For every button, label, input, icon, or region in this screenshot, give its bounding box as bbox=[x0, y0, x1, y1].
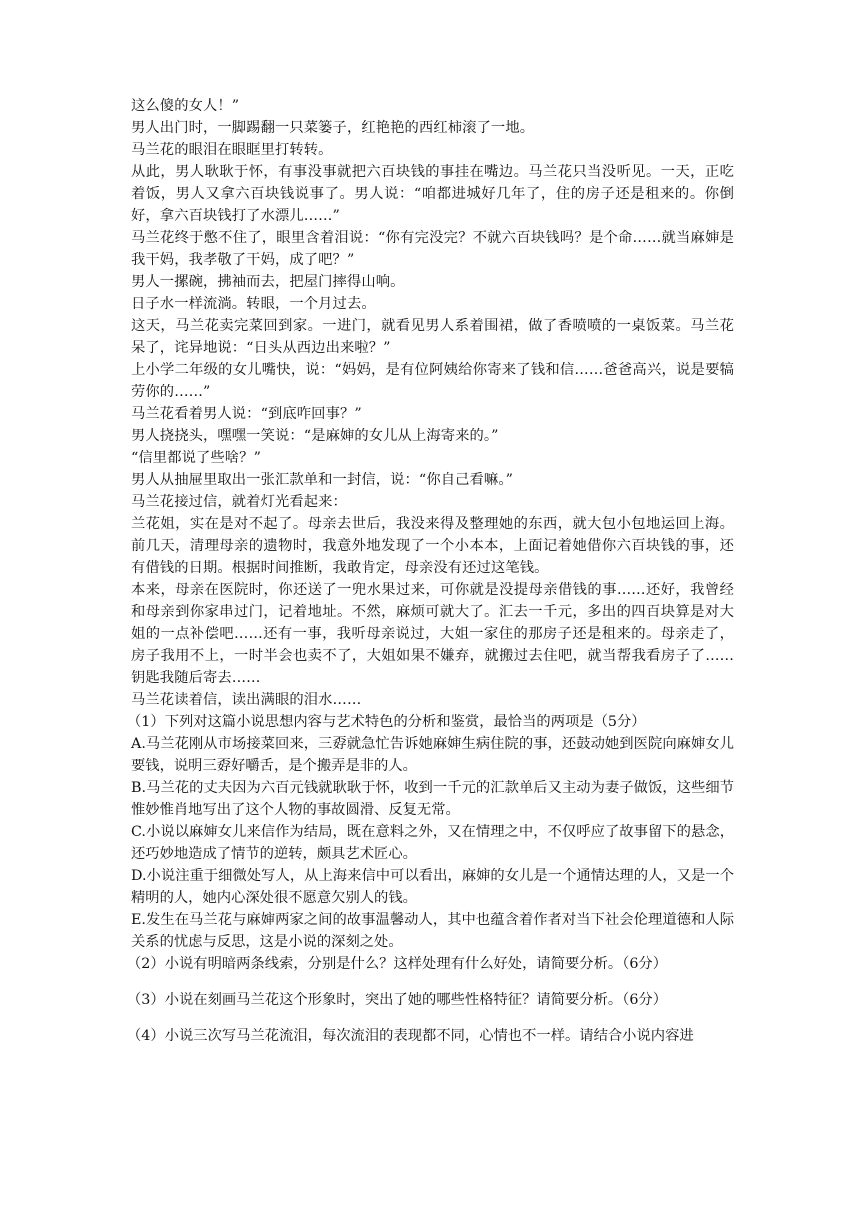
story-body bbox=[131, 95, 734, 711]
paragraph: 这天，马兰花卖完菜回到家。一进门，就看见男人系着围裙，做了香喷喷的一桌饭菜。马兰花呆了，诧异地说：“日头从西边出来啦？” bbox=[131, 318, 734, 356]
question-2: （2）小说有明暗两条线索，分别是什么？这样处理有什么好处，请简要分析。（6分） bbox=[127, 956, 668, 972]
question-1 bbox=[127, 711, 734, 953]
paragraph: 从此，男人耿耿于怀，有事没事就把六百块钱的事挂在嘴边。马兰花只当没听见。一天，正吃着饭，男人又拿六百块钱说事了。男人说：“咱都进城好几年了，住的房子还是租来的。你倒好，拿六百块钱打了水漂儿……” bbox=[131, 164, 734, 224]
paragraph: 马兰花看着男人说：“到底咋回事？” bbox=[131, 406, 362, 422]
option-c: C.小说以麻婶女儿来信作为结局，既在意料之外，又在情理之中，不仅呼应了故事留下的悬念，还巧妙地造成了情节的逆转，颇具艺术匠心。 bbox=[131, 824, 734, 862]
option-a: A.马兰花刚从市场接菜回来，三孬就急忙告诉她麻婶生病住院的事，还鼓动她到医院向麻婶女儿要钱，说明三孬好嚼舌，是个搬弄是非的人。 bbox=[131, 736, 734, 774]
option-e: E.发生在马兰花与麻婶两家之间的故事温馨动人，其中也蕴含着作者对当下社会伦理道德和人际关系的忧虑与反思，这是小说的深刻之处。 bbox=[131, 912, 734, 950]
answer-space bbox=[131, 975, 734, 989]
option-d: D.小说注重于细微处写人，从上海来信中可以看出，麻婶的女儿是一个通情达理的人，又是一个精明的人，她内心深处很不愿意欠别人的钱。 bbox=[131, 868, 734, 906]
paragraph: 马兰花的眼泪在眼眶里打转转。 bbox=[131, 142, 333, 158]
option-b: B.马兰花的丈夫因为六百元钱就耿耿于怀，收到一千元的汇款单后又主动为妻子做饭，这些细节惟妙惟肖地写出了这个人物的事故圆滑、反复无常。 bbox=[131, 780, 734, 818]
paragraph: 马兰花接过信，就着灯光看起来： bbox=[131, 494, 347, 510]
paragraph: 马兰花终于憋不住了，眼里含着泪说：“你有完没完？不就六百块钱吗？是个命……就当麻婶是我干妈，我孝敬了干妈，成了吧？” bbox=[131, 230, 734, 268]
paragraph: 男人从抽屉里取出一张汇款单和一封信，说：“你自己看嘛。” bbox=[131, 472, 513, 488]
paragraph: “信里都说了些啥？” bbox=[131, 450, 261, 466]
paragraph: 这么傻的女人！” bbox=[131, 98, 240, 114]
letter-paragraph: 兰花姐，实在是对不起了。母亲去世后，我没来得及整理她的东西，就大包小包地运回上海。前几天，清理母亲的遗物时，我意外地发现了一个小本本，上面记着她借你六百块钱的事，还有借钱的日期。根据时间推断，我敢肯定，母亲没有还过这笔钱。 bbox=[131, 516, 734, 576]
paragraph: 马兰花读着信，读出满眼的泪水…… bbox=[131, 692, 362, 708]
paragraph: 男人出门时，一脚踢翻一只菜篓子，红艳艳的西红柿滚了一地。 bbox=[131, 120, 535, 136]
answer-space bbox=[131, 1011, 734, 1025]
question-1-stem: （1）下列对这篇小说思想内容与艺术特色的分析和鉴赏，最恰当的两项是（5分） bbox=[127, 714, 646, 730]
paragraph: 上小学二年级的女儿嘴快，说：“妈妈，是有位阿姨给你寄来了钱和信……爸爸高兴，说是要犒劳你的……” bbox=[131, 362, 734, 400]
paragraph: 男人挠挠头，嘿嘿一笑说：“是麻婶的女儿从上海寄来的。” bbox=[131, 428, 499, 444]
question-4: （4）小说三次写马兰花流泪，每次流泪的表现都不同，心情也不一样。请结合小说内容进 bbox=[127, 1028, 694, 1044]
question-3: （3）小说在刻画马兰花这个形象时，突出了她的哪些性格特征？请简要分析。（6分） bbox=[127, 992, 668, 1008]
letter-paragraph: 本来，母亲在医院时，你还送了一兜水果过来，可你就是没提母亲借钱的事……还好，我曾经和母亲到你家串过门，记着地址。不然，麻烦可就大了。汇去一千元，多出的四百块算是对大姐的一点补偿吧……还有一事，我听母亲说过，大姐一家住的那房子还是租来的。母亲走了，房子我用不上，一时半会也卖不了，大姐如果不嫌弃，就搬过去住吧，就当帮我看房子了……钥匙我随后寄去…… bbox=[131, 582, 734, 686]
paragraph: 男人一摞碗，拂袖而去，把屋门摔得山响。 bbox=[131, 274, 405, 290]
paragraph: 日子水一样流淌。转眼，一个月过去。 bbox=[131, 296, 376, 312]
